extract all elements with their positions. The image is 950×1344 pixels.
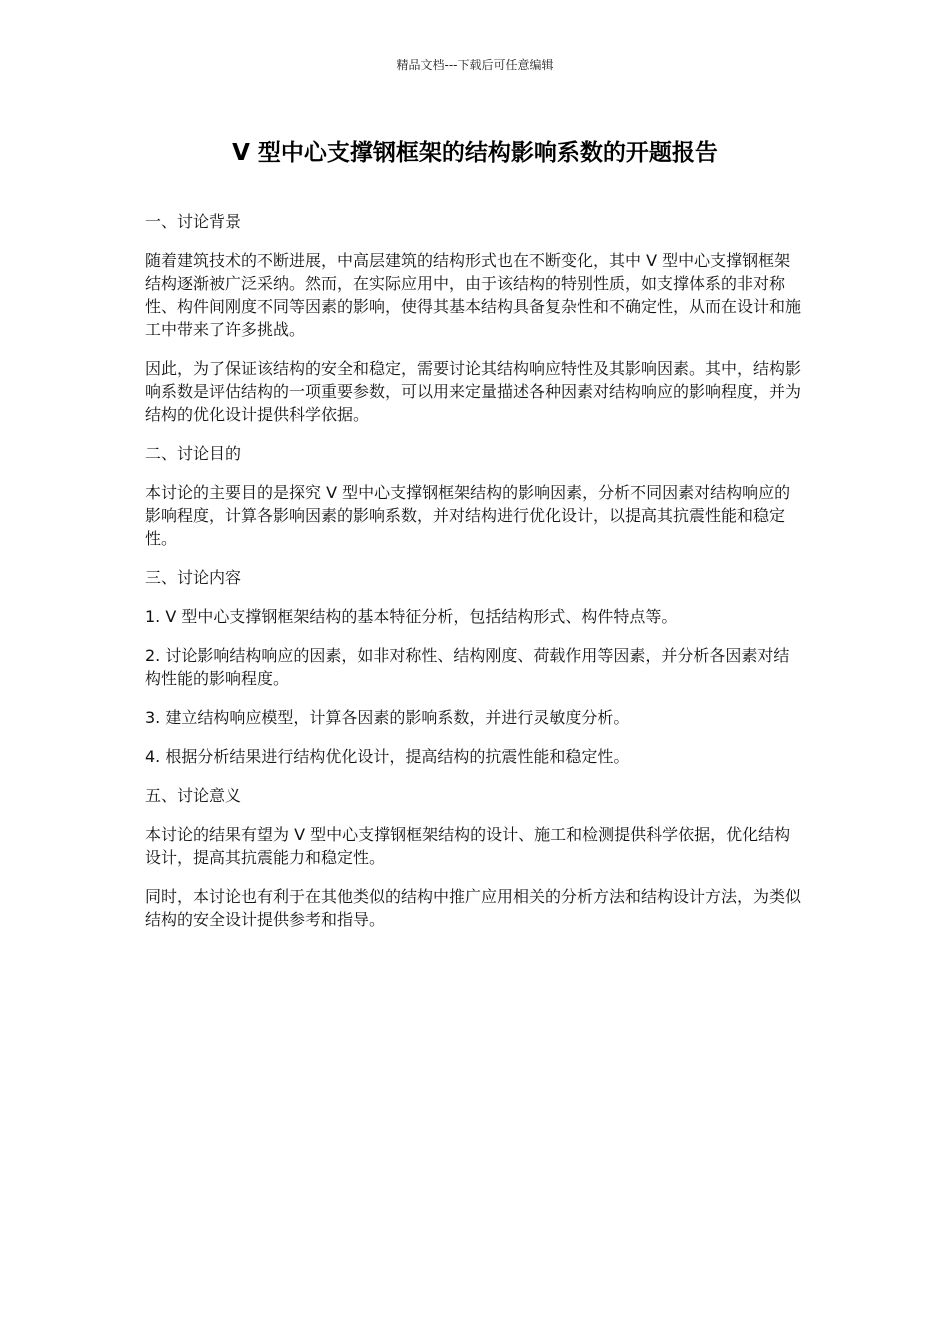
section-heading: 三、讨论内容 (145, 568, 242, 587)
section-heading: 一、讨论背景 (145, 212, 242, 231)
page-header: 精品文档---下载后可任意编辑 (396, 58, 554, 72)
document-body (145, 210, 805, 947)
list-item: 2. 讨论影响结构响应的因素，如非对称性、结构刚度、荷载作用等因素，并分析各因素对结构性能的影响程度。 (145, 646, 790, 688)
paragraph: 同时，本讨论也有利于在其他类似的结构中推广应用相关的分析方法和结构设计方法，为类似结构的安全设计提供参考和指导。 (145, 887, 802, 929)
list-item: 4. 根据分析结果进行结构优化设计，提高结构的抗震性能和稳定性。 (145, 747, 630, 766)
paragraph: 本讨论的主要目的是探究 V 型中心支撑钢框架结构的影响因素，分析不同因素对结构响应的影响程度，计算各影响因素的影响系数，并对结构进行优化设计，以提高其抗震性能和稳定性。 (145, 483, 791, 548)
document-title: V 型中心支撑钢框架的结构影响系数的开题报告 (232, 140, 718, 166)
section-significance (145, 784, 805, 931)
section-background (145, 210, 805, 426)
section-heading: 二、讨论目的 (145, 444, 242, 463)
paragraph: 本讨论的结果有望为 V 型中心支撑钢框架结构的设计、施工和检测提供科学依据，优化结构设计，提高其抗震能力和稳定性。 (145, 825, 791, 867)
section-purpose (145, 442, 805, 550)
section-content (145, 566, 805, 768)
section-heading: 五、讨论意义 (145, 786, 242, 805)
list-item: 3. 建立结构响应模型，计算各因素的影响系数，并进行灵敏度分析。 (145, 708, 630, 727)
paragraph: 随着建筑技术的不断进展，中高层建筑的结构形式也在不断变化，其中 V 型中心支撑钢框架结构逐渐被广泛采纳。然而，在实际应用中，由于该结构的特别性质，如支撑体系的非对称性、构件间刚度不同等因素的影响，使得其基本结构具备复杂性和不确定性，从而在设计和施工中带来了许多挑战。 (145, 251, 802, 339)
list-item: 1. V 型中心支撑钢框架结构的基本特征分析，包括结构形式、构件特点等。 (145, 607, 678, 626)
paragraph: 因此，为了保证该结构的安全和稳定，需要讨论其结构响应特性及其影响因素。其中，结构影响系数是评估结构的一项重要参数，可以用来定量描述各种因素对结构响应的影响程度，并为结构的优化设计提供科学依据。 (145, 359, 802, 424)
